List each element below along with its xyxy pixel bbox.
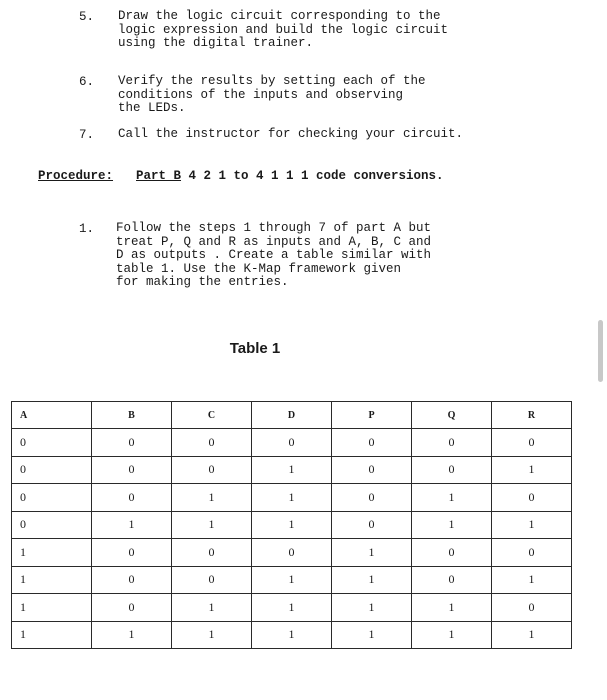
- table-cell: 0: [412, 429, 492, 457]
- table-cell: 0: [332, 511, 412, 539]
- table-cell: 1: [252, 566, 332, 594]
- table-cell: 1: [412, 621, 492, 649]
- table-cell: 1: [492, 621, 572, 649]
- table-body: [12, 429, 572, 649]
- table-cell: 1: [172, 594, 252, 622]
- table-cell: 1: [492, 566, 572, 594]
- step-number: 7.: [78, 128, 94, 142]
- column-header-c: C: [172, 402, 252, 429]
- column-header-a: A: [12, 402, 92, 429]
- table-cell: 1: [492, 456, 572, 484]
- step-text: Call the instructor for checking your circuit.: [118, 127, 464, 141]
- step-text: Verify the results by setting each of the conditions of the inputs and observing the LEDs.: [118, 74, 426, 115]
- table-cell: 0: [332, 456, 412, 484]
- table-cell: 1: [252, 511, 332, 539]
- table-cell: 1: [252, 594, 332, 622]
- table-cell: 0: [172, 539, 252, 567]
- procedure-heading: [38, 169, 444, 183]
- table-cell: 0: [12, 511, 92, 539]
- table-row: [12, 566, 572, 594]
- table-cell: 1: [492, 511, 572, 539]
- table-cell: 0: [332, 429, 412, 457]
- table-cell: 1: [252, 621, 332, 649]
- table-cell: 1: [92, 511, 172, 539]
- table-cell: 0: [92, 566, 172, 594]
- table-cell: 0: [92, 429, 172, 457]
- column-header-q: Q: [412, 402, 492, 429]
- table-cell: 1: [172, 484, 252, 512]
- part-prefix: Part B: [136, 169, 182, 183]
- step-number: 5.: [78, 10, 94, 24]
- table-cell: 1: [412, 484, 492, 512]
- table-cell: 0: [492, 539, 572, 567]
- table-cell: 1: [332, 539, 412, 567]
- table-cell: 1: [412, 594, 492, 622]
- table-cell: 1: [12, 594, 92, 622]
- procedure-part-title: [136, 169, 444, 183]
- table-row: [12, 511, 572, 539]
- table-cell: 0: [92, 539, 172, 567]
- table-cell: 1: [12, 566, 92, 594]
- truth-table: [11, 401, 572, 649]
- table-cell: 0: [332, 484, 412, 512]
- table-cell: 1: [92, 621, 172, 649]
- table-cell: 0: [92, 456, 172, 484]
- table-cell: 1: [172, 511, 252, 539]
- table-cell: 0: [172, 566, 252, 594]
- table-cell: 0: [92, 594, 172, 622]
- column-header-p: P: [332, 402, 412, 429]
- table-cell: 1: [252, 484, 332, 512]
- table-cell: 0: [492, 429, 572, 457]
- column-header-b: B: [92, 402, 172, 429]
- table-cell: 0: [172, 429, 252, 457]
- table-row: [12, 456, 572, 484]
- table-row: [12, 484, 572, 512]
- table-cell: 0: [492, 594, 572, 622]
- table-cell: 1: [332, 621, 412, 649]
- column-header-d: D: [252, 402, 332, 429]
- step-text: Follow the steps 1 through 7 of part A but treat P, Q and R as inputs and A, B, C and D as outputs . Create a table similar with table 1. Use the K-Map framework given for making the entries.: [116, 221, 432, 289]
- part-title: 4 2 1 to 4 1 1 1 code conversions.: [181, 169, 444, 183]
- table-cell: 1: [12, 539, 92, 567]
- table-row: [12, 594, 572, 622]
- table-cell: 0: [252, 539, 332, 567]
- table-cell: 0: [92, 484, 172, 512]
- table-row: [12, 539, 572, 567]
- table-cell: 1: [412, 511, 492, 539]
- table-cell: 0: [412, 456, 492, 484]
- table-cell: 0: [412, 539, 492, 567]
- table-cell: 0: [12, 484, 92, 512]
- table-cell: 1: [332, 594, 412, 622]
- table-cell: 0: [252, 429, 332, 457]
- scrollbar[interactable]: [598, 320, 603, 382]
- table-header-row: [12, 402, 572, 429]
- step-text: Draw the logic circuit corresponding to the logic expression and build the logic circuit using the digital trainer.: [118, 9, 449, 50]
- step-number: 6.: [78, 75, 94, 89]
- table-cell: 1: [172, 621, 252, 649]
- table-cell: 1: [332, 566, 412, 594]
- table-cell: 0: [492, 484, 572, 512]
- table-cell: 1: [12, 621, 92, 649]
- table-cell: 0: [412, 566, 492, 594]
- column-header-r: R: [492, 402, 572, 429]
- step-number: 1.: [78, 222, 94, 236]
- table-row: [12, 429, 572, 457]
- table-cell: 0: [12, 429, 92, 457]
- table-cell: 0: [172, 456, 252, 484]
- table-row: [12, 621, 572, 649]
- table-title: Table 1: [229, 340, 281, 357]
- table-cell: 0: [12, 456, 92, 484]
- table-cell: 1: [252, 456, 332, 484]
- procedure-label: Procedure:: [38, 169, 114, 183]
